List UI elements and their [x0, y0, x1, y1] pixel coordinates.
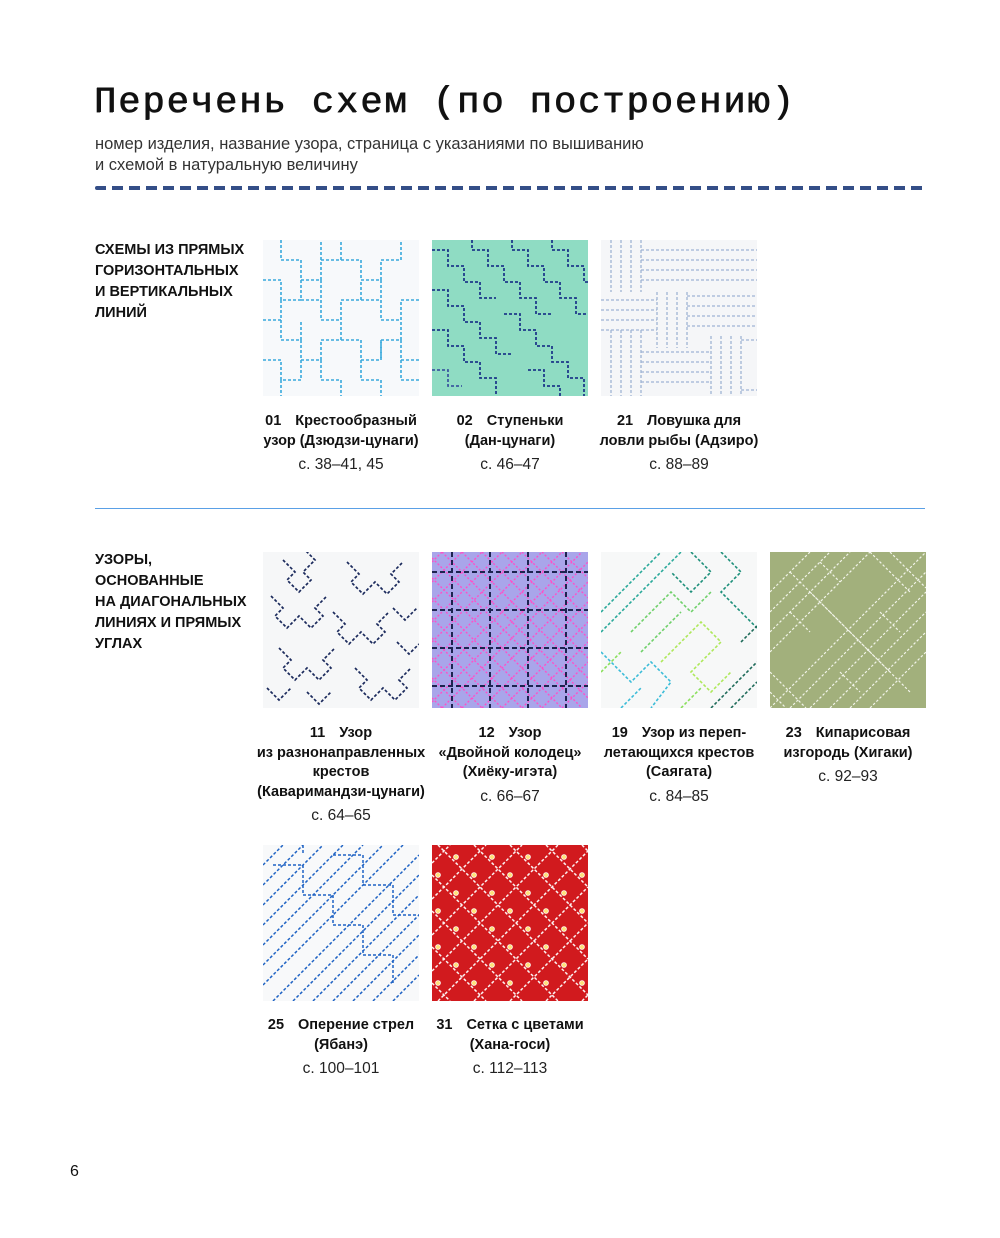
pattern-pages: с. 46–47 — [480, 456, 540, 473]
pattern-name: Ловушка для — [647, 413, 742, 429]
pattern-caption-19 — [588, 724, 770, 806]
pattern-name: (Хана-госи) — [469, 1036, 551, 1053]
pattern-number: 11 — [309, 725, 326, 741]
pattern-pages: с. 92–93 — [818, 768, 878, 785]
pattern-name: ловли рыбы (Адзиро) — [599, 432, 759, 449]
pattern-caption-25 — [250, 1016, 432, 1079]
pattern-name: (Ябанэ) — [314, 1036, 368, 1053]
section-label-line: СХЕМЫ ИЗ ПРЯМЫХ — [95, 242, 245, 258]
pattern-number: 25 — [267, 1017, 285, 1033]
pattern-pages: с. 100–101 — [302, 1060, 380, 1077]
subtitle-line: номер изделия, название узора, страница с указаниями по вышиванию — [95, 135, 644, 153]
pattern-swatch-01 — [263, 240, 419, 396]
section-label-line: НА ДИАГОНАЛЬНЫХ — [95, 594, 247, 610]
pattern-swatch-11 — [263, 552, 419, 708]
pattern-name: Узор — [339, 725, 373, 741]
pattern-swatch-31 — [432, 845, 588, 1001]
pattern-caption-21 — [588, 412, 770, 475]
pattern-name: Сетка с цветами — [466, 1017, 584, 1033]
pattern-swatch-12 — [432, 552, 588, 708]
pattern-name: (Каваримандзи-цунаги) — [257, 783, 425, 800]
subtitle-line: и схемой в натуральную величину — [95, 156, 358, 174]
pattern-name: Крестообразный — [295, 413, 417, 429]
pattern-number: 02 — [456, 413, 473, 429]
pattern-number: 19 — [611, 725, 628, 741]
pattern-name: Узор из переп- — [641, 725, 747, 741]
pattern-swatch-19 — [601, 552, 757, 708]
pattern-pages: с. 84–85 — [649, 787, 709, 805]
section-label-line: УЗОРЫ, — [95, 552, 153, 568]
page-subtitle — [95, 134, 735, 176]
pattern-caption-31 — [419, 1016, 601, 1079]
pattern-name: «Двойной колодец» — [438, 744, 582, 761]
stitched-divider — [95, 186, 925, 190]
pattern-number: 12 — [478, 725, 495, 741]
section-label-line: ОСНОВАННЫЕ — [95, 573, 204, 589]
pattern-name: Оперение стрел — [298, 1017, 415, 1033]
pattern-pages: с. 112–113 — [472, 1060, 548, 1077]
page-number: 6 — [70, 1163, 79, 1180]
page-title: Перечень схем (по построению) — [94, 82, 796, 124]
pattern-name: крестов — [312, 764, 370, 780]
pattern-name: Ступеньки — [486, 413, 564, 429]
section-label-straight-lines — [95, 240, 255, 324]
section-divider — [95, 508, 925, 509]
pattern-caption-12 — [419, 724, 601, 806]
pattern-name: Кипарисовая — [815, 725, 911, 741]
pattern-caption-23 — [757, 724, 939, 787]
section-label-diagonal-lines — [95, 550, 255, 655]
pattern-name: (Хиёку-игэта) — [462, 764, 558, 780]
pattern-pages: с. 64–65 — [311, 807, 371, 824]
pattern-number: 23 — [785, 725, 802, 741]
pattern-caption-02 — [419, 412, 601, 475]
pattern-caption-11 — [250, 724, 432, 826]
pattern-name: узор (Дзюдзи-цунаги) — [263, 432, 419, 449]
pattern-pages: с. 88–89 — [649, 456, 709, 473]
pattern-caption-01 — [250, 412, 432, 475]
pattern-name: из разнонаправленных — [256, 744, 426, 761]
pattern-number: 21 — [616, 413, 634, 429]
pattern-swatch-02 — [432, 240, 588, 396]
pattern-name: (Саягата) — [645, 764, 713, 780]
pattern-number: 31 — [436, 1017, 453, 1033]
pattern-swatch-25 — [263, 845, 419, 1001]
section-label-line: ГОРИЗОНТАЛЬНЫХ — [95, 263, 239, 279]
pattern-number: 01 — [265, 413, 282, 429]
pattern-pages: с. 38–41, 45 — [298, 456, 384, 473]
pattern-name: изгородь (Хигаки) — [783, 744, 913, 761]
pattern-name: Узор — [508, 725, 542, 741]
section-label-line: ЛИНИЙ — [95, 305, 147, 321]
section-label-line: УГЛАХ — [95, 636, 143, 652]
pattern-pages: с. 66–67 — [480, 787, 540, 805]
section-label-line: ЛИНИЯХ И ПРЯМЫХ — [95, 615, 242, 631]
pattern-swatch-23 — [770, 552, 926, 708]
pattern-name: (Дан-цунаги) — [464, 432, 556, 449]
pattern-name: летающихся крестов — [603, 744, 755, 761]
pattern-swatch-21 — [601, 240, 757, 396]
section-label-line: И ВЕРТИКАЛЬНЫХ — [95, 284, 233, 300]
